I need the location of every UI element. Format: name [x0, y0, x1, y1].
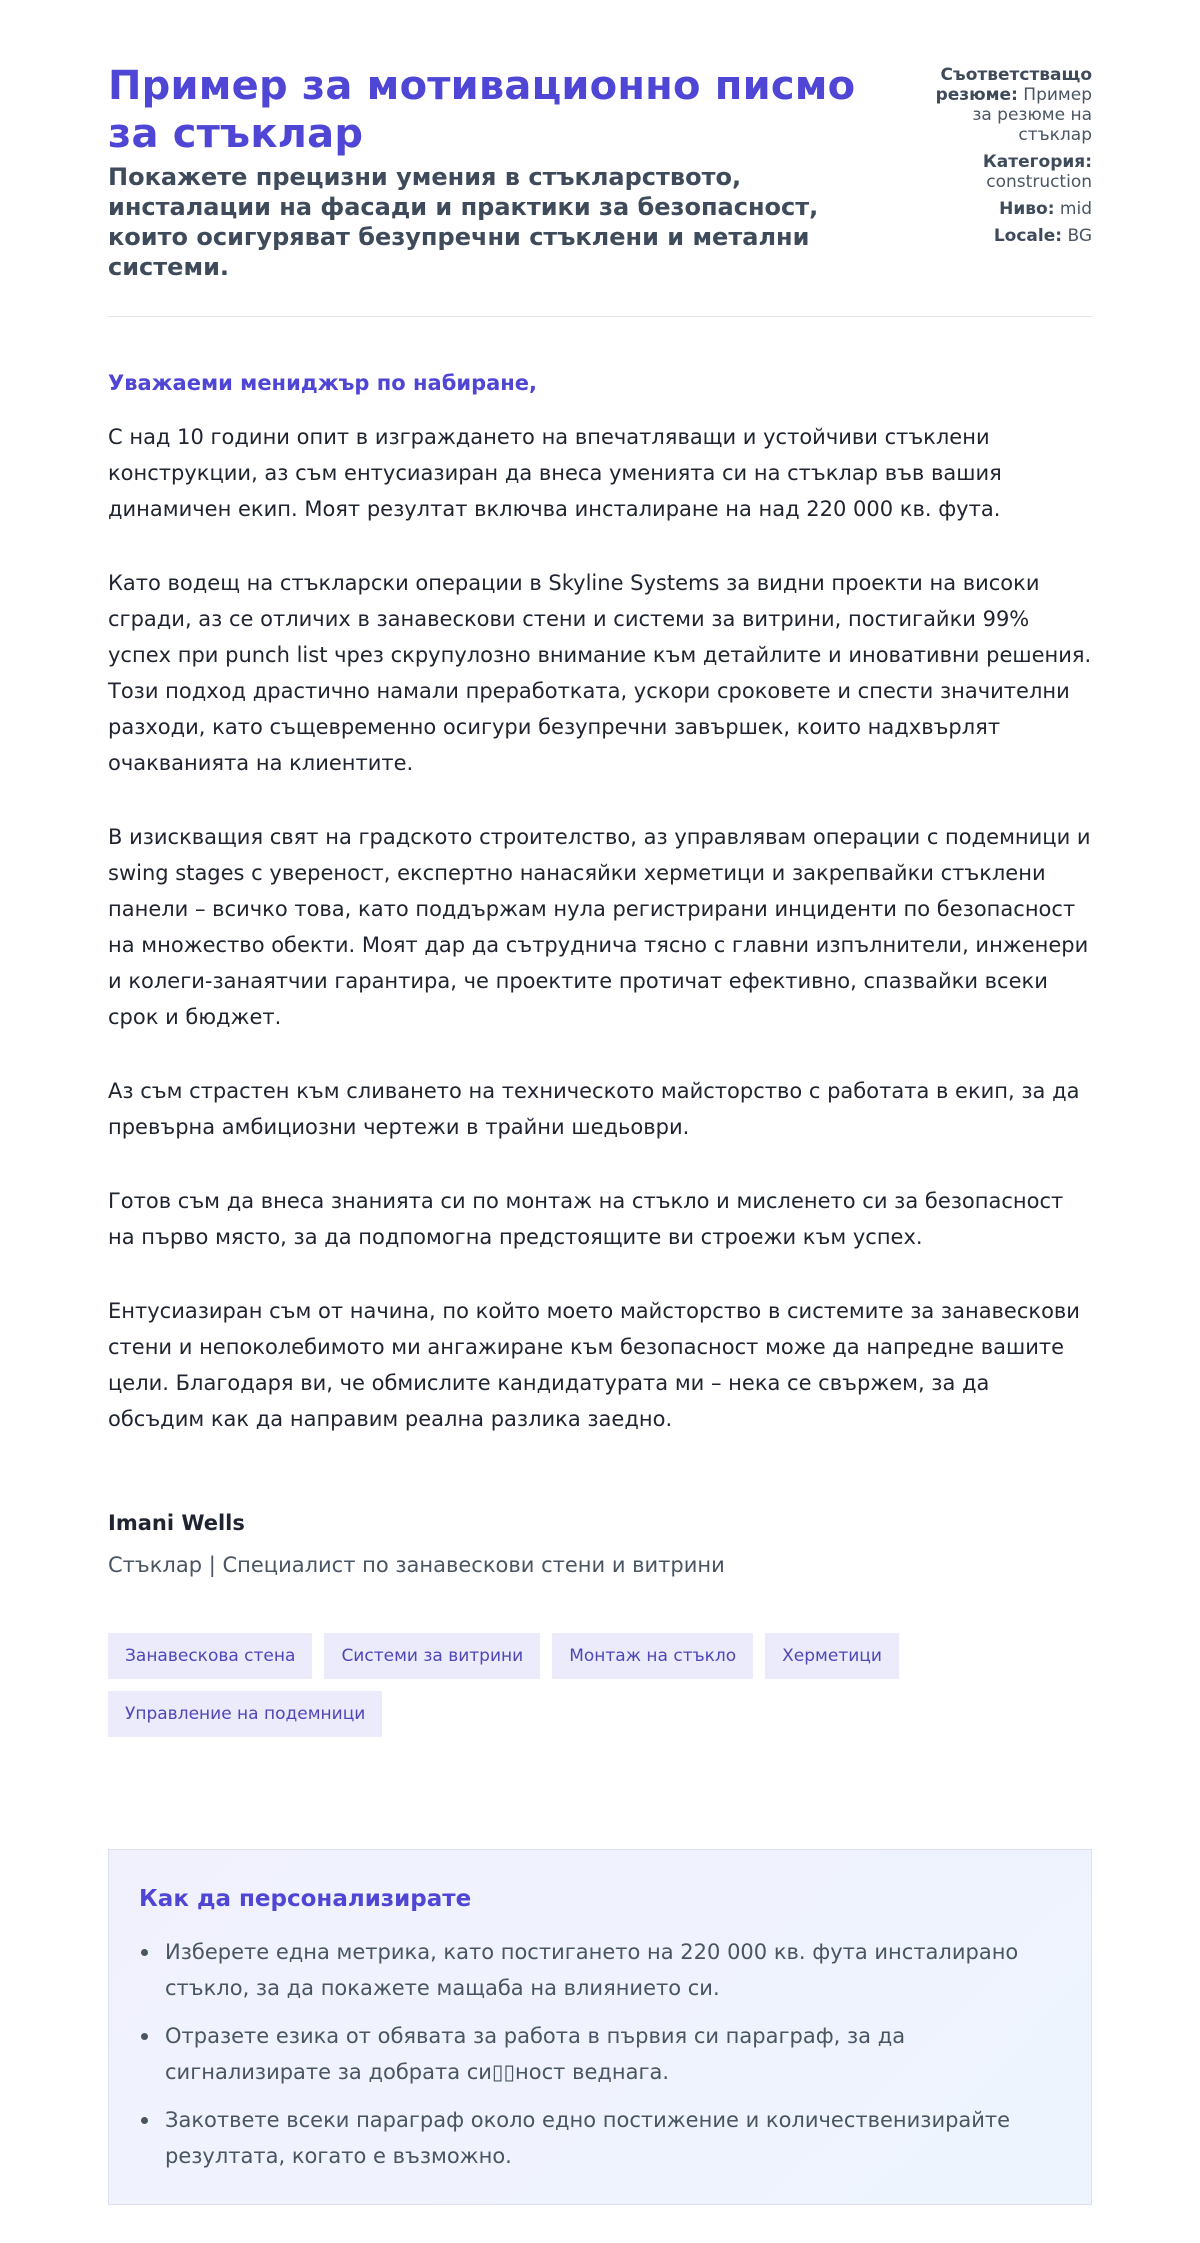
letter-body [108, 419, 1092, 1437]
meta-resume-key: Съответстващо резюме: [935, 65, 1092, 105]
skill-tag: Управление на подемници [108, 1691, 382, 1737]
page-title: Пример за мотивационно писмо за стъклар [108, 63, 856, 157]
meta-level-key: Ниво: [999, 199, 1055, 219]
page-header [108, 62, 1092, 282]
skill-tag: Херметици [765, 1633, 899, 1679]
meta-category-value: construction [986, 172, 1092, 192]
tip-text: Изберете една метрика, като постигането на 220 000 кв. фута инсталирано стъкло, за да покажете мащаба на влиянието си. [165, 1940, 1019, 2000]
bullet-icon [141, 1949, 148, 1956]
header-text [108, 62, 878, 282]
skill-tags [108, 1633, 1092, 1749]
signature-title: Стъклар | Специалист по занавескови стени и витрини [108, 1553, 725, 1577]
signature-block [108, 1509, 1092, 1579]
personalization-tips-box [108, 1849, 1092, 2205]
meta-resume-value[interactable]: Пример за резюме на стъклар [972, 85, 1092, 145]
letter-paragraph: Готов съм да внеса знанията си по монтаж на стъкло и мисленето си за безопасност на първо място, за да подпомогна предстоящите ви строежи към успех. [108, 1189, 1064, 1249]
meta-locale [912, 226, 1092, 246]
skill-tag: Системи за витрини [324, 1633, 540, 1679]
meta-locale-key: Locale: [993, 226, 1063, 246]
content-container [108, 62, 1092, 2205]
meta-category-key: Категория: [982, 152, 1092, 172]
tip-item [165, 2018, 1061, 2090]
skill-tag: Занавескова стена [108, 1633, 312, 1679]
letter-paragraph: Като водещ на стъкларски операции в Skyline Systems за видни проекти на високи сгради, аз се отличих в занавескови стени и системи за витрини, постигайки 99% успех при punch list чрез скрупулозно внимание към детайлите и иновативни решения. Този подход драстично намали преработката, ускори сроковете и спести значителни разходи, като същевременно осигури безупречни завършек, които надхвърлят очакванията на клиентите. [108, 571, 1092, 775]
letter-salutation: Уважаеми мениджър по набиране, [108, 371, 538, 395]
meta-category [912, 152, 1092, 192]
meta-locale-value: BG [1067, 226, 1092, 246]
bullet-icon [141, 2117, 148, 2124]
letter-paragraph: В изискващия свят на градското строителство, аз управлявам операции с подемници и swing stages с увереност, експертно нанасяйки херметици и закрепвайки стъклени панели – всичко това, като поддържам нула регистрирани инциденти по безопасност на множество обекти. Моят дар да сътруднича тясно с главни изпълнители, инженери и колеги-занаятчии гарантира, че проектите протичат ефективно, спазвайки всеки срок и бюджет. [108, 825, 1091, 1029]
tips-title: Как да персонализирате [139, 1886, 472, 1912]
skill-tag: Монтаж на стъкло [552, 1633, 753, 1679]
bullet-icon [141, 2033, 148, 2040]
meta-level-value: mid [1059, 199, 1092, 219]
meta-resume [912, 65, 1092, 145]
tip-item [165, 1934, 1061, 2006]
letter-paragraph: Аз съм страстен към сливането на техническото майсторство с работата в екип, за да превърна амбициозни чертежи в трайни шедьоври. [108, 1079, 1080, 1139]
header-divider [108, 316, 1092, 317]
page-subtitle: Покажете прецизни умения в стъкларството, инсталации на фасади и практики за безопасност, които осигуряват безупречни стъклени и метални системи. [108, 163, 819, 281]
tip-text: Закответе всеки параграф около едно постижение и количественизирайте резултата, когато е възможно. [165, 2108, 1011, 2168]
tips-list [139, 1934, 1061, 2174]
letter-paragraph: С над 10 години опит в изграждането на впечатляващи и устойчиви стъклени конструкции, аз съм ентусиазиран да внеса уменията си на стъклар във вашия динамичен екип. Моят резултат включва инсталиране на над 220 000 кв. фута. [108, 425, 1002, 521]
meta-level [912, 199, 1092, 219]
signature-name: Imani Wells [108, 1511, 245, 1535]
meta-panel [912, 62, 1092, 253]
letter-paragraph: Ентусиазиран съм от начина, по който моето майсторство в системите за занавескови стени и непоколебимото ми ангажиране към безопасност може да напредне вашите цели. Благодаря ви, че обмислите кандидатурата ми – нека се свържем, за да обсъдим как да направим реална разлика заедно. [108, 1299, 1080, 1431]
tip-item [165, 2102, 1061, 2174]
tip-text: Отразете езика от обявата за работа в първия си параграф, за да сигнализирате за добрата си▯▯ност веднага. [165, 2024, 906, 2084]
